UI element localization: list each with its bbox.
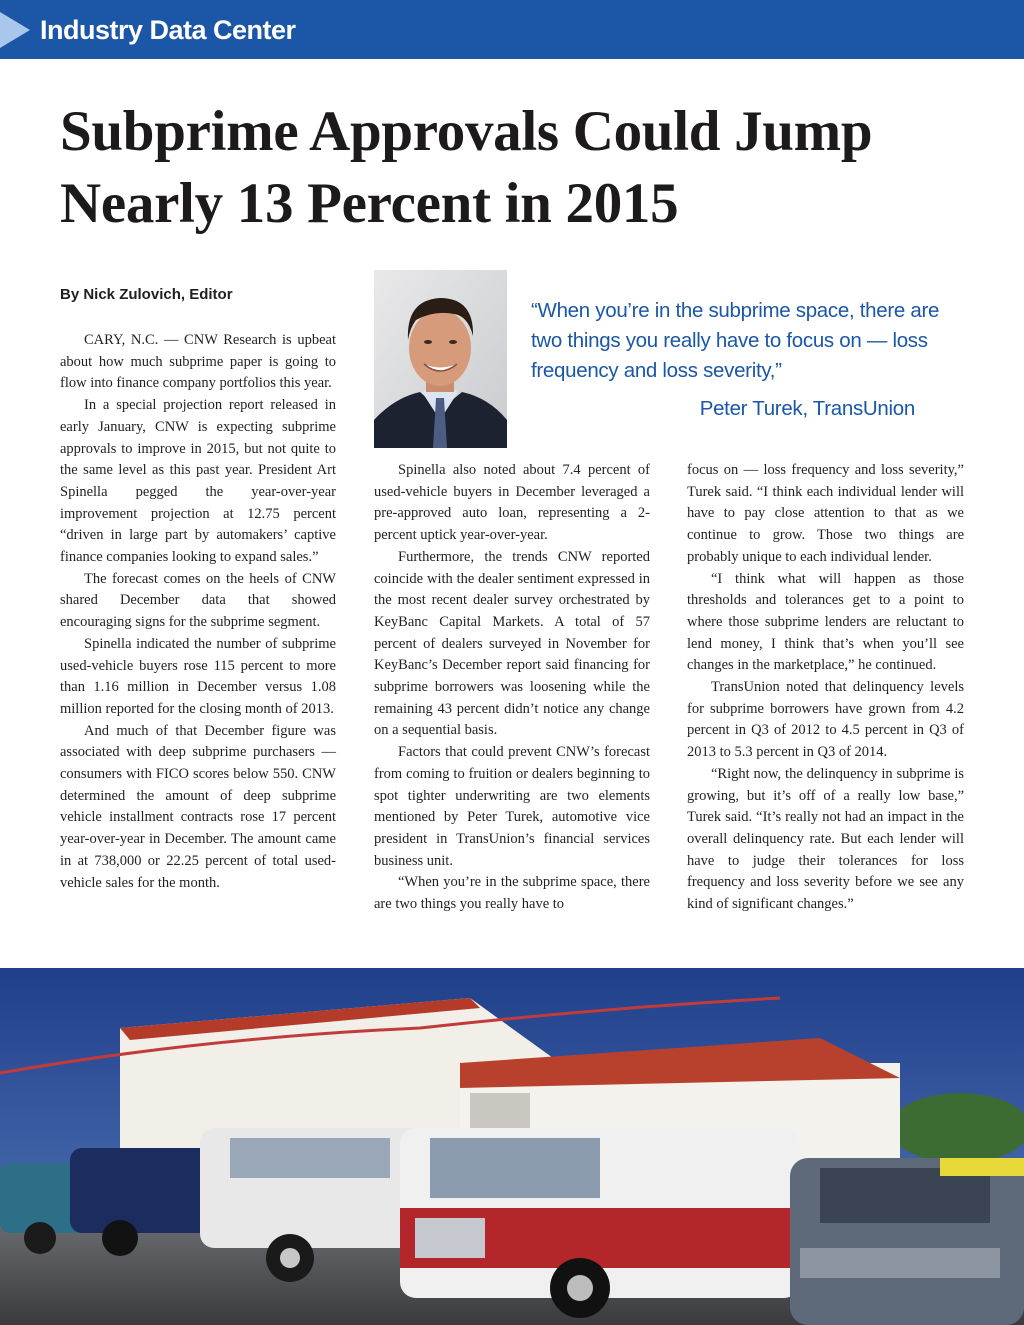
article-column-3 bbox=[687, 460, 964, 916]
article-column-1 bbox=[60, 330, 336, 894]
article-column-2 bbox=[374, 460, 650, 916]
paragraph: “Right now, the delinquency in subprime is growing, but it’s off of a really low base,” Turek said. “It’s really not had an impact in the overall delinquency rate. But each lender will have to judge their tolerances for loss frequency and loss severity before we see any kind of significant changes.” bbox=[687, 765, 964, 913]
paragraph: And much of that December figure was associated with deep subprime purchasers — consumers with FICO scores below 550. CNW determined the amount of deep subprime vehicle installment contracts rose 17 percent year-over-year in December. The amount came in at 738,000 or 22.25 percent of total used-vehicle sales for the month. bbox=[60, 722, 336, 891]
pull-quote: “When you’re in the subprime space, there are two things you really have to focus on — loss frequency and loss severity,” bbox=[531, 299, 940, 382]
paragraph: Factors that could prevent CNW’s forecast from coming to fruition or dealers beginning to spot tighter underwriting are two elements mentioned by Peter Turek, automotive vice president in TransUnion’s financial services business unit. bbox=[374, 744, 650, 869]
arrow-icon bbox=[0, 12, 30, 48]
paragraph: “When you’re in the subprime space, there are two things you really have to bbox=[374, 874, 650, 913]
article-headline: Subprime Approvals Could Jump Nearly 13 Percent in 2015 bbox=[60, 100, 873, 235]
car-lot-illustration bbox=[0, 968, 1024, 1325]
paragraph: Spinella indicated the number of subprime used-vehicle buyers rose 115 percent to more than 1.16 million in December versus 1.08 million reported for the closing month of 2013. bbox=[60, 635, 336, 717]
paragraph: TransUnion noted that delinquency levels for subprime borrowers have grown from 4.2 percent in Q3 of 2012 to 4.5 percent in Q3 of 2013 to 5.3 percent in Q3 of 2014. bbox=[687, 679, 964, 761]
portrait-photo bbox=[374, 270, 507, 448]
section-title: Industry Data Center bbox=[40, 15, 296, 45]
byline: By Nick Zulovich, Editor bbox=[60, 286, 233, 303]
pull-quote-attribution: Peter Turek, TransUnion bbox=[699, 397, 915, 420]
paragraph: CARY, N.C. — CNW Research is upbeat about how much subprime paper is going to flow into finance company portfolios this year. bbox=[60, 332, 336, 392]
paragraph: “I think what will happen as those thresholds and tolerances get to a point to where those subprime lenders are reluctant to lend money, I think that’s when you’ll see changes in the marketplace,” he continued. bbox=[687, 570, 964, 674]
car-lot-photo bbox=[0, 968, 1024, 1325]
paragraph: focus on — loss frequency and loss severity,” Turek said. “I think each individual lender will have to pay close attention to that as we continue to grow. Those two things are probably unique to each individual lender. bbox=[687, 462, 964, 565]
paragraph: The forecast comes on the heels of CNW shared December data that showed encouraging signs for the subprime segment. bbox=[60, 570, 336, 631]
portrait-illustration bbox=[374, 270, 507, 448]
section-header-bar bbox=[0, 0, 1024, 59]
paragraph: In a special projection report released in early January, CNW is expecting subprime approvals to improve in 2015, but not quite to the same level as this past year. President Art Spinella pegged the year-over-year improvement projection at 12.75 percent “driven in large part by automakers’ captive finance companies looking to expand sales.” bbox=[60, 397, 336, 566]
paragraph: Furthermore, the trends CNW reported coincide with the dealer sentiment expressed in the most recent dealer survey orchestrated by KeyBanc Capital Markets. A total of 57 percent of dealers surveyed in November for KeyBanc’s December report said financing for subprime borrowers was loosening while the remaining 43 percent didn’t notice any change on a sequential basis. bbox=[374, 548, 650, 739]
paragraph: Spinella also noted about 7.4 percent of used-vehicle buyers in December leveraged a pre-approved auto loan, representing a 2-percent uptick year-over-year. bbox=[374, 462, 650, 544]
